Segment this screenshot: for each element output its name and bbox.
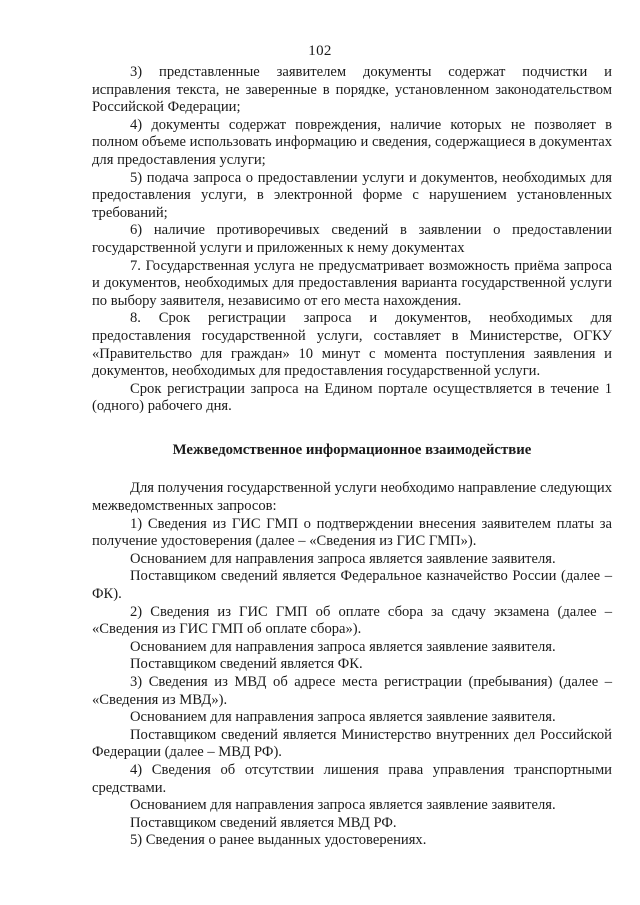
paragraph: Основанием для направления запроса является заявление заявителя. xyxy=(130,709,556,726)
paragraph: Основанием для направления запроса является заявление заявителя. xyxy=(130,797,556,814)
document-body xyxy=(92,64,612,850)
paragraph: 8. Срок регистрации запроса и документов, необходимых для предоставления государственной услуги, составляет в Министерстве, ОГКУ «Правительство для граждан» 10 минут с момента поступления заявления и документов, необходимых для предоставления государственной услуги. xyxy=(92,310,612,380)
paragraph: Поставщиком сведений является Федеральное казначейство России (далее – ФК). xyxy=(92,568,612,603)
paragraph: 2) Сведения из ГИС ГМП об оплате сбора за сдачу экзамена (далее – «Сведения из ГИС ГМП об оплате сбора»). xyxy=(92,603,612,638)
paragraph: 3) Сведения из МВД об адресе места регистрации (пребывания) (далее – «Сведения из МВД»). xyxy=(92,674,612,708)
paragraph: 4) документы содержат повреждения, наличие которых не позволяет в полном объеме использовать информацию и сведения, содержащиеся в документах для предоставления услуги; xyxy=(92,116,612,168)
paragraph: 7. Государственная услуга не предусматривает возможность приёма запроса и документов, необходимых для предоставления варианта государственной услуги по выбору заявителя, независимо от его места нахождения. xyxy=(92,257,612,309)
paragraph: 3) представленные заявителем документы содержат подчистки и исправления текста, не заверенные в порядке, установленном законодательством Российской Федерации; xyxy=(92,64,612,116)
paragraph: Основанием для направления запроса является заявление заявителя. xyxy=(130,638,556,655)
paragraph: Поставщиком сведений является МВД РФ. xyxy=(130,814,397,831)
paragraph: 5) Сведения о ранее выданных удостоверениях. xyxy=(130,832,427,849)
paragraph: 6) наличие противоречивых сведений в заявлении о предоставлении государственной услуги и приложенных к нему документах xyxy=(92,222,612,256)
page-number: 102 xyxy=(308,43,332,59)
paragraph: 5) подача запроса о предоставлении услуги и документов, необходимых для предоставления услуги, в электронной форме с нарушением установленных требований; xyxy=(92,169,612,221)
paragraph: Поставщиком сведений является ФК. xyxy=(130,656,363,673)
section-heading: Межведомственное информационное взаимодействие xyxy=(172,441,532,458)
paragraph: Для получения государственной услуги необходимо направление следующих межведомственных запросов: xyxy=(92,480,612,515)
paragraph: Основанием для направления запроса является заявление заявителя. xyxy=(130,550,556,567)
paragraph: 1) Сведения из ГИС ГМП о подтверждении внесения заявителем платы за получение удостоверения (далее – «Сведения из ГИС ГМП»). xyxy=(92,515,612,550)
paragraph: 4) Сведения об отсутствии лишения права управления транспортными средствами. xyxy=(92,761,612,796)
paragraph: Срок регистрации запроса на Едином портале осуществляется в течение 1 (одного) рабочего дня. xyxy=(92,380,612,415)
paragraph: Поставщиком сведений является Министерство внутренних дел Российской Федерации (далее – МВД РФ). xyxy=(92,726,612,761)
